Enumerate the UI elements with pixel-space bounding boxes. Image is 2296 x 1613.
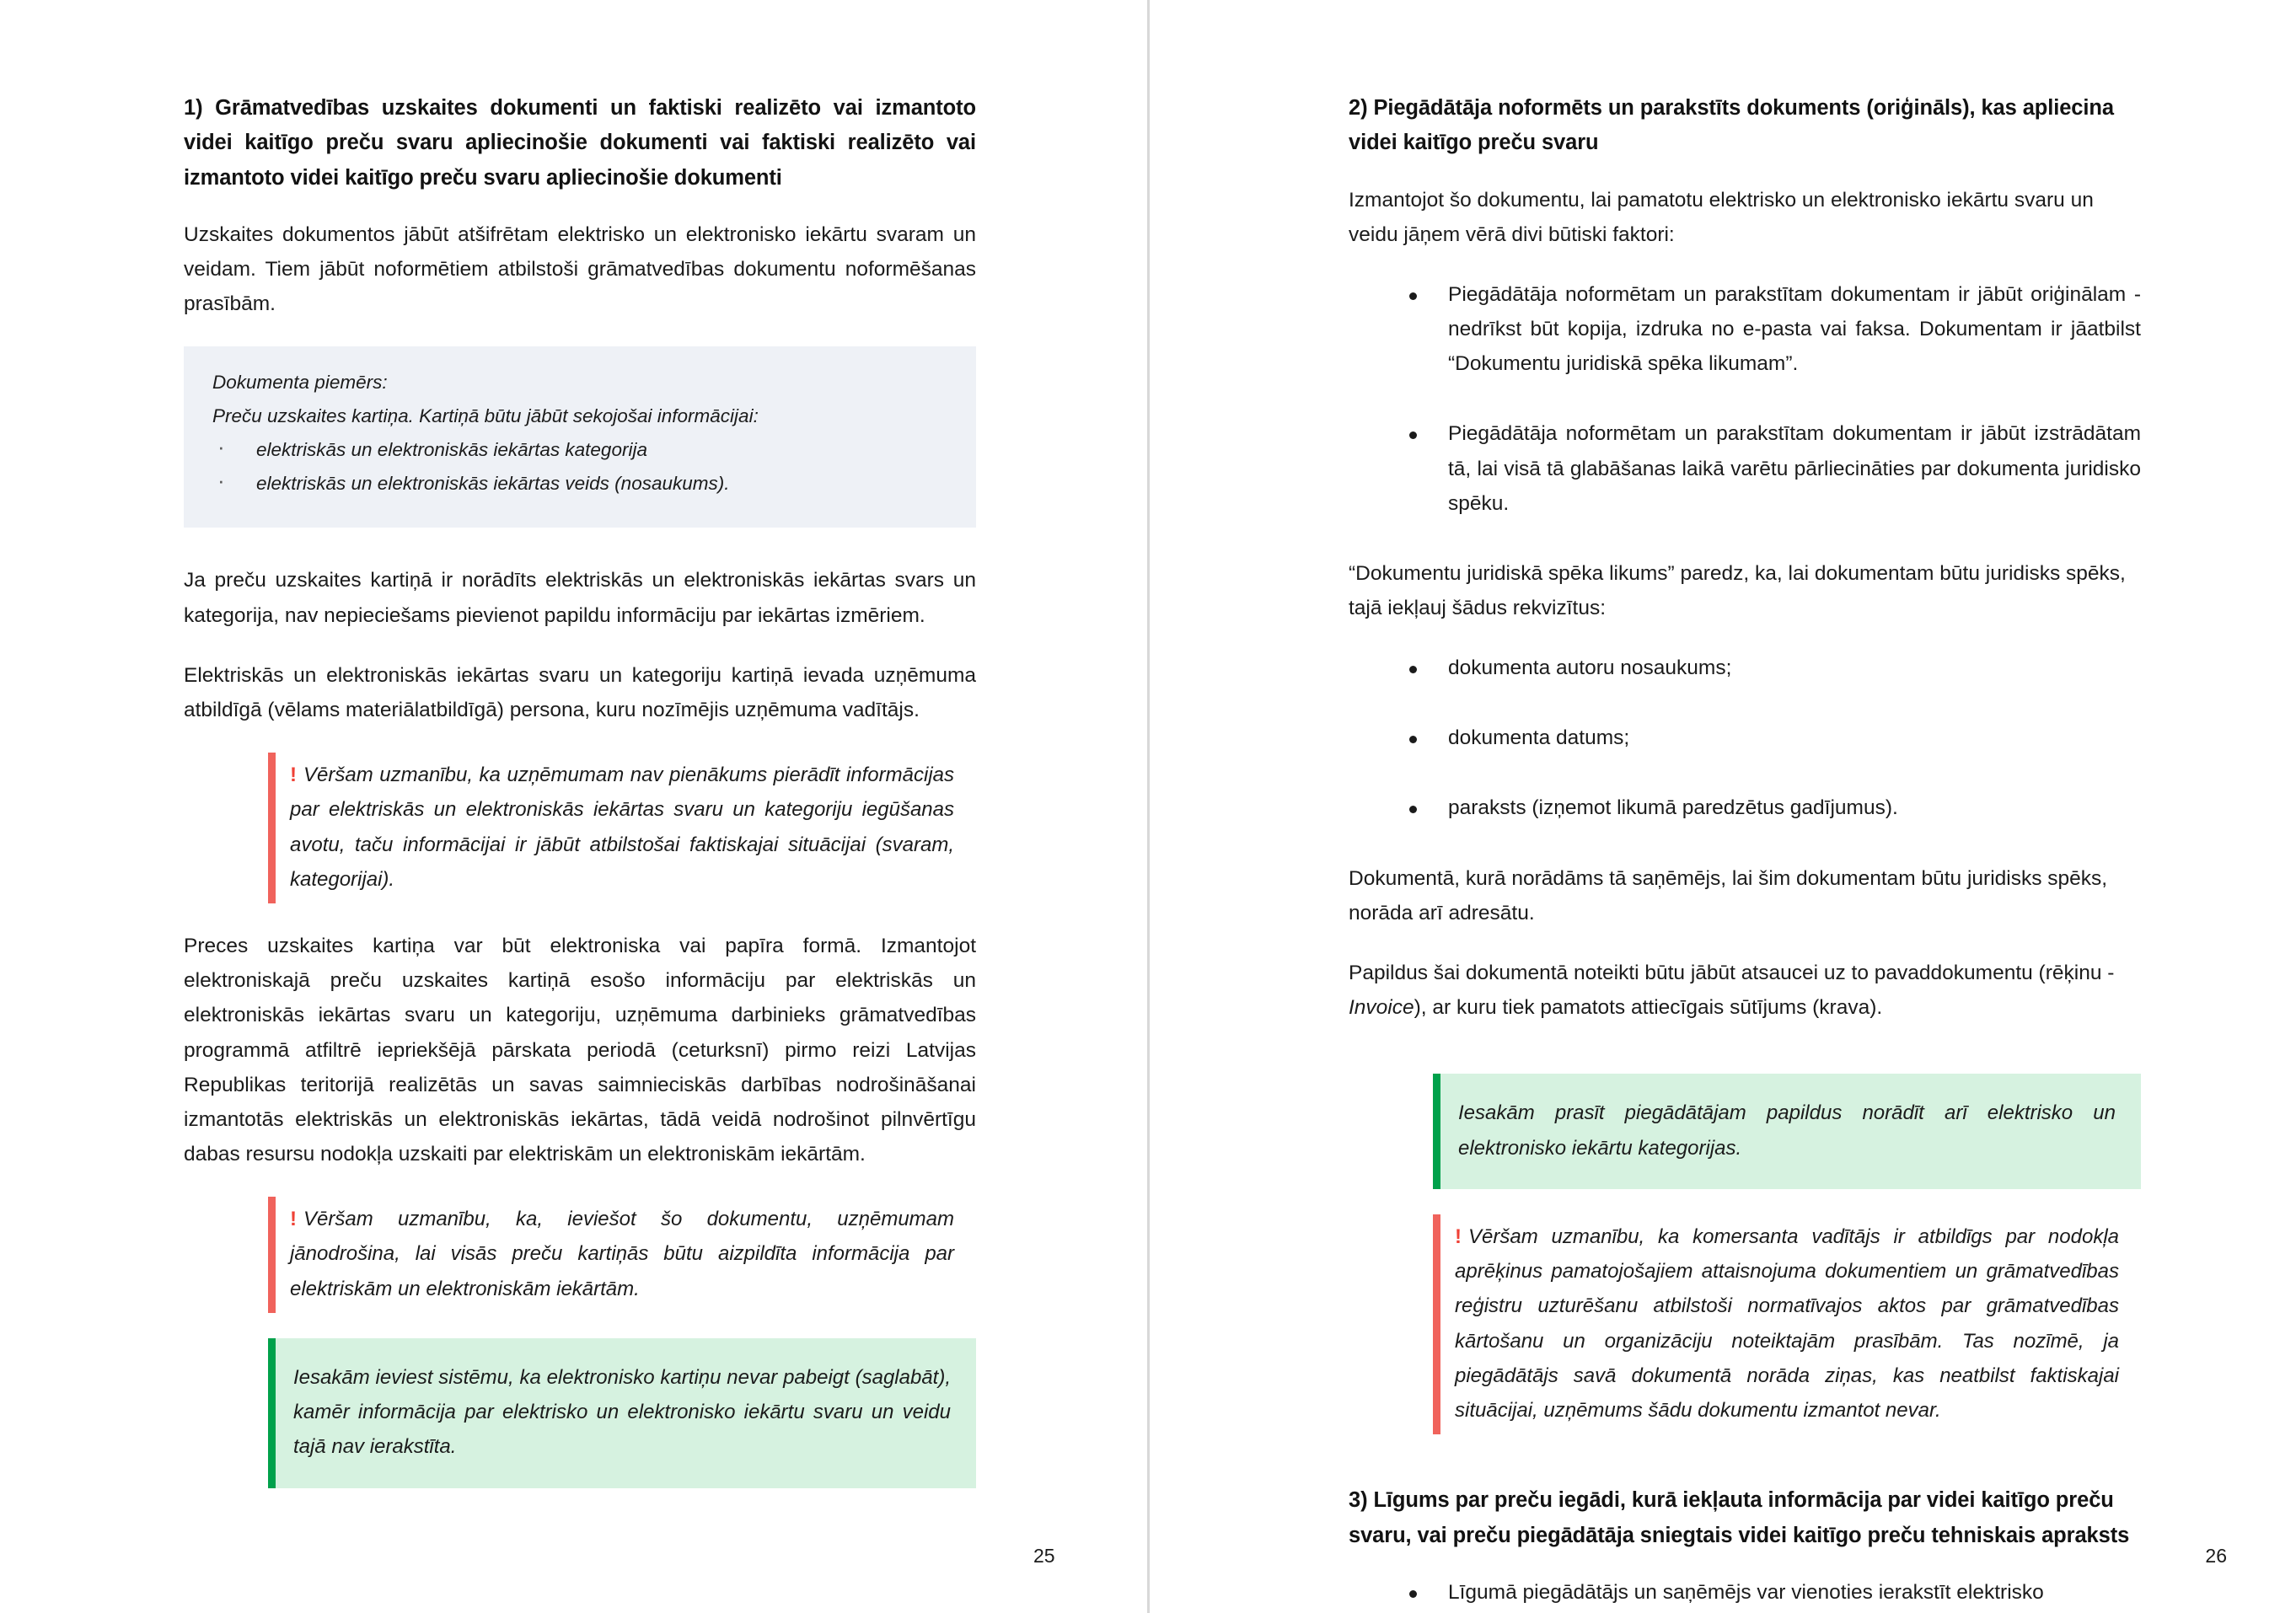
paragraph-izmantojot-so-dokumentu: Izmantojot šo dokumentu, lai pamatotu elektrisko un elektronisko iekārtu svaru un veidu jāņem vērā divi būtiski faktori:: [1349, 188, 2094, 246]
list-item: dokumenta autoru nosaukums;: [1349, 651, 2141, 685]
paragraph-elektriskas-iekartas-svaru: Elektriskās un elektroniskās iekārtas svaru un kategoriju kartiņā ievada uzņēmuma atbildīgā (vēlams materiālatbildīgā) persona, kuru nozīmējis uzņēmuma vadītājs.: [184, 663, 976, 721]
tip-callout-2-text: Iesakām prasīt piegādātājam papildus norādīt arī elektrisko un elektronisko iekārtu kategorijas.: [1458, 1101, 2116, 1160]
list-item: Piegādātāja noformētam un parakstītam dokumentam ir jābūt izstrādātam tā, lai visā tā glabāšanas laikā varētu pārliecināties par dokumenta juridisko spēku.: [1349, 416, 2141, 520]
tip-accent-bar: [1433, 1074, 1440, 1189]
page-number-left: 25: [1033, 1545, 1055, 1567]
warning-callout-2-text: [290, 1202, 954, 1306]
page-number-right: 26: [2205, 1545, 2227, 1567]
paragraph-preces-uzskaites-kartina: Preces uzskaites kartiņa var būt elektroniska vai papīra formā. Izmantojot elektroniskajā preču uzskaites kartiņā esošo informāciju par elektriskās un elektroniskās iekārtas svaru un kategoriju, uzņēmuma darbinieks grāmatvedības programmā atfiltrē iepriekšējā pārskata periodā (ceturksnī) pirmo reizi Latvijas Republikas teritorijā realizētās un savas saimnieciskās darbības nodrošināšanai izmantotās elektriskās un elektroniskās iekārtas, tādā veidā nodrošinot pilnvērtīgu dabas resursu nodokļa uzskaiti par elektriskām un elektroniskām iekārtām.: [184, 935, 976, 1166]
warning-callout-3-body: Vēršam uzmanību, ka komersanta vadītājs ir atbildīgs par nodokļa aprēķinus pamatojošajiem attaisnojuma dokumentiem un grāmatvedības reģistru uzturēšanu atbilstoši normatīvajos aktos par grāmatvedības kārtošanu un organizāciju noteiktajām prasībām. Tas nozīmē, ja piegādātājs savā dokumentā norāda ziņas, kas neatbilst faktiskajai situācijai, uzņēmums šādu dokumentu izmantot nevar.: [1455, 1224, 2119, 1423]
document-example-list: [212, 436, 947, 498]
page-right: [1148, 0, 2296, 1613]
factors-list: [1349, 277, 2141, 521]
warning-callout-1-text: [290, 758, 954, 897]
exclamation-icon: !: [1455, 1224, 1462, 1248]
tip-accent-bar: [268, 1338, 276, 1488]
paragraph-dokumenta-kura-noradams: Dokumentā, kurā norādāms tā saņēmējs, lai šim dokumentam būtu juridisks spēks, norāda arī adresātu.: [1349, 866, 2108, 924]
page-right-content: [1349, 91, 2141, 1604]
warning-accent-bar: [268, 753, 276, 903]
list-item: · elektriskās un elektroniskās iekārtas kategorija: [212, 436, 947, 464]
paragraph-papildus-part-1: Papildus šai dokumentā noteikti būtu jābūt atsaucei uz to pavaddokumentu (rēķinu -: [1349, 961, 2115, 984]
list-item: dokumenta datums;: [1349, 721, 2141, 755]
paragraph-papildus-sai-dokumenta: [1349, 956, 2141, 1025]
tip-callout-1: [268, 1338, 976, 1488]
paragraph-uzskaites-dokumentos: Uzskaites dokumentos jābūt atšifrētam elektrisko un elektronisko iekārtu svaram un veidam. Tiem jābūt noformētiem atbilstoši grāmatvedības dokumentu noformēšanas prasībām.: [184, 222, 976, 316]
paragraph-ja-precu-uzskaites: Ja preču uzskaites kartiņā ir norādīts elektriskās un elektroniskās iekārtas svars un kategorija, nav nepieciešams pievienot papildu informāciju par iekārtas izmēriem.: [184, 569, 976, 627]
page-left-content: [184, 91, 976, 1507]
tip-callout-2: [1433, 1074, 2141, 1189]
invoice-italic-term: Invoice: [1349, 996, 1414, 1020]
list-item: Līgumā piegādātājs un saņēmējs var vienoties ierakstīt elektrisko: [1349, 1575, 2141, 1610]
requisites-list: [1349, 651, 2141, 825]
document-example-subtitle: Preču uzskaites kartiņa. Kartiņā būtu jābūt sekojošai informācijai:: [212, 405, 759, 427]
paragraph-papildus-part-2: ), ar kuru tiek pamatots attiecīgais sūtījums (krava).: [1414, 996, 1883, 1020]
section-3-heading: 3) Līgums par preču iegādi, kurā iekļauta informācija par videi kaitīgo preču svaru, vai preču piegādātāja sniegtais videi kaitīgo preču tehniskais apraksts: [1349, 1488, 2130, 1547]
page-gutter-divider: [1147, 0, 1150, 1613]
warning-callout-1-body: Vēršam uzmanību, ka uzņēmumam nav pienākums pierādīt informācijas par elektriskās un elektroniskās iekārtas svaru un kategoriju iegūšanas avotu, taču informācijai ir jābūt atbilstošai faktiskajai situācijai (svaram, kategorijai).: [290, 763, 954, 891]
section-2-heading: 2) Piegādātāja noformēts un parakstīts dokuments (oriģināls), kas apliecina videi kaitīgo preču svaru: [1349, 96, 2114, 155]
warning-accent-bar: [268, 1197, 276, 1313]
paragraph-dokumentu-juridiska-speka-likums: “Dokumentu juridiskā spēka likums” paredz, ka, lai dokumentam būtu juridisks spēks, tajā iekļauj šādus rekvizītus:: [1349, 561, 2126, 619]
warning-callout-2: [268, 1197, 976, 1313]
vertical-spacer: [1349, 1460, 2141, 1483]
list-item: Piegādātāja noformētam un parakstītam dokumentam ir jābūt oriģinālam - nedrīkst būt kopija, izdruka no e-pasta vai faksa. Dokumentam ir jāatbilst “Dokumentu juridiskā spēka likumam”.: [1349, 277, 2141, 381]
tip-callout-1-text: Iesakām ieviest sistēmu, ka elektronisko kartiņu nevar pabeigt (saglabāt), kamēr informācija par elektrisko un elektronisko iekārtu svaru un veidu tajā nav ierakstīta.: [293, 1365, 951, 1459]
warning-callout-3-text: [1455, 1219, 2119, 1428]
warning-callout-3: [1433, 1214, 2141, 1435]
warning-accent-bar: [1433, 1214, 1440, 1435]
warning-callout-1: [268, 753, 976, 903]
exclamation-icon: !: [290, 1208, 297, 1231]
vertical-spacer: [1349, 1050, 2141, 1074]
document-example-title: Dokumenta piemērs:: [212, 372, 388, 394]
list-item: · elektriskās un elektroniskās iekārtas veids (nosaukums).: [212, 469, 947, 498]
exclamation-icon: !: [290, 763, 297, 786]
contract-bullets-list: [1349, 1575, 2141, 1610]
list-item: paraksts (izņemot likumā paredzētus gadījumus).: [1349, 790, 2141, 825]
section-1-heading: 1) Grāmatvedības uzskaites dokumenti un faktiski realizēto vai izmantoto videi kaitīgo preču svaru apliecinošie dokumenti vai faktiski realizēto vai izmantoto videi kaitīgo preču svaru apliecinošie dokumenti: [184, 96, 976, 190]
document-example-box: [184, 346, 976, 528]
warning-callout-2-body: Vēršam uzmanību, ka, ieviešot šo dokumentu, uzņēmumam jānodrošina, lai visās preču kartiņās būtu aizpildīta informācija par elektriskām un elektroniskām iekārtām.: [290, 1208, 954, 1300]
